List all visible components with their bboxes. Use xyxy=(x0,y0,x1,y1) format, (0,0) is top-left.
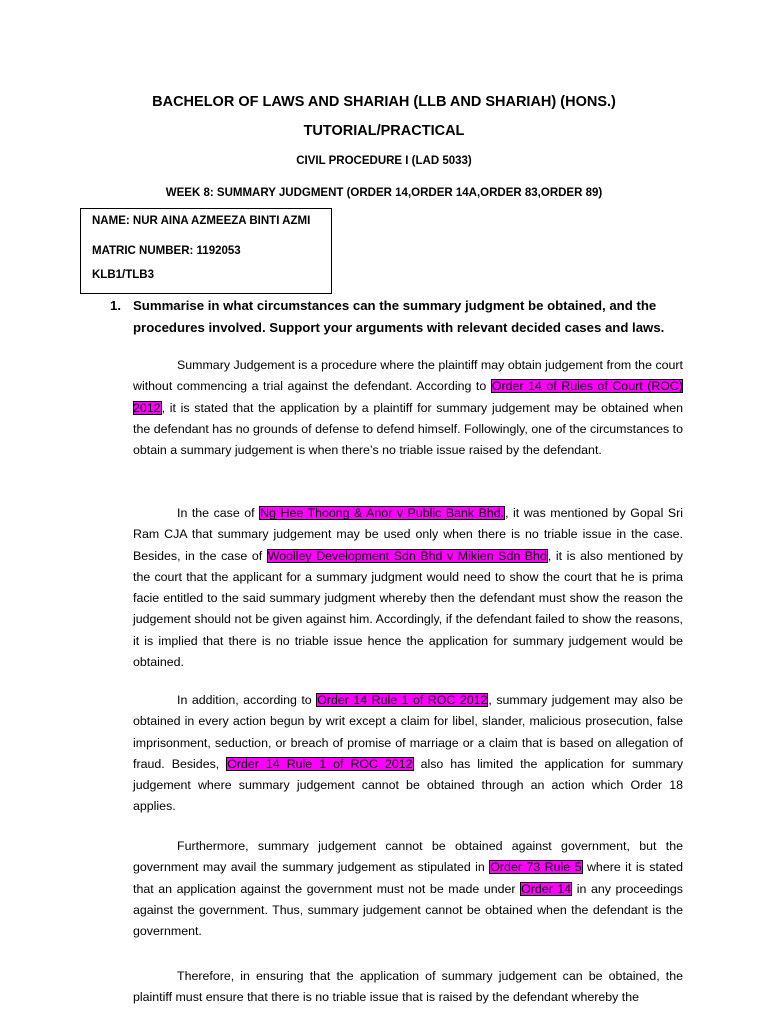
document-title: BACHELOR OF LAWS AND SHARIAH (LLB AND SHARIAH) (HONS.) xyxy=(152,94,616,110)
highlighted-citation: Order 14 Rule 1 of ROC 2012 xyxy=(227,756,413,771)
class-group: KLB1/TLB3 xyxy=(92,269,154,281)
highlighted-citation: Order 14 xyxy=(521,881,572,896)
student-info-box xyxy=(80,208,332,294)
paragraph-5 xyxy=(133,966,683,1009)
week-title: WEEK 8: SUMMARY JUDGMENT (ORDER 14,ORDER 14A,ORDER 83,ORDER 89) xyxy=(165,187,603,199)
student-name: NAME: NUR AINA AZMEEZA BINTI AZMI xyxy=(92,215,311,227)
course-title: CIVIL PROCEDURE I (LAD 5033) xyxy=(296,155,472,167)
paragraph-text: in any proceedings against the government. Thus, summary judgement cannot be obtained when the defendant is the government. xyxy=(133,881,683,939)
paragraph-text: , it was mentioned by Gopal Sri Ram CJA that summary judgement may be used only when there is no triable issue in the case. Besides, in the case of xyxy=(133,506,683,563)
paragraph-text: where it is stated that an application against the government must not be made under xyxy=(133,860,684,896)
paragraph-1 xyxy=(133,355,683,461)
paragraph-text: Therefore, in ensuring that the application of summary judgement can be obtained, the plaintiff must ensure that there is no triable issue that is raised by the defendant whereby the xyxy=(133,969,683,1005)
highlighted-citation: Order 73 Rule 5 xyxy=(490,860,582,875)
paragraph-text: Furthermore, summary judgement cannot be obtained against government, but the government may avail the summary judgement as stipulated in xyxy=(133,839,683,875)
paragraph-text: In addition, according to xyxy=(177,693,317,707)
highlighted-case: Woolley Development Sdn Bhd v Mikien Sdn Bhd xyxy=(267,548,547,563)
highlighted-citation: Order 14 of Rules of Court (ROC) 2012 xyxy=(133,379,683,415)
paragraph-text: In the case of xyxy=(177,506,260,520)
paragraph-text: , it is also mentioned by the court that the applicant for a summary judgment would need to show the court that he is prima facie entitled to the said summary judgment whereby then the defendant must show the reason the judgement should not be given against him. Accordingly, if the defendant failed to show the reasons, it is implied that there is no triable issue hence the application for summary judgement would be obtained. xyxy=(133,548,683,670)
matric-number: MATRIC NUMBER: 1192053 xyxy=(92,245,241,257)
paragraph-text: , summary judgement may also be obtained in every action begun by writ except a claim for libel, slander, malicious prosecution, false imprisonment, seduction, or breach of promise of marriage or a claim that is based on allegation of fraud. Besides, xyxy=(133,693,683,771)
paragraph-text: , it is stated that the application by a plaintiff for summary judgement may be obtained when the defendant has no grounds of defense to defend himself. Followingly, one of the circumstances to obtain a summary judgement is when there’s no triable issue raised by the defendant. xyxy=(133,400,683,458)
document-subtitle: TUTORIAL/PRACTICAL xyxy=(303,123,465,139)
question-number: 1. xyxy=(110,298,121,313)
highlighted-citation: Order 14 Rule 1 of ROC 2012 xyxy=(317,693,488,707)
paragraph-3 xyxy=(133,690,683,818)
question-text: Summarise in what circumstances can the summary judgment be obtained, and the procedures involved. Support your arguments with relevant decided cases and laws. xyxy=(133,298,665,335)
paragraph-2 xyxy=(133,503,683,673)
paragraph-text: also has limited the application for summary judgement where summary judgement cannot be obtained through an action which Order 18 applies. xyxy=(133,756,684,814)
paragraph-text: Summary Judgement is a procedure where the plaintiff may obtain judgement from the court without commencing a trial against the defendant. According to xyxy=(133,358,683,394)
paragraph-4 xyxy=(133,836,683,942)
highlighted-case: Ng Hee Thoong & Anor v Public Bank Bhd. xyxy=(260,506,505,520)
